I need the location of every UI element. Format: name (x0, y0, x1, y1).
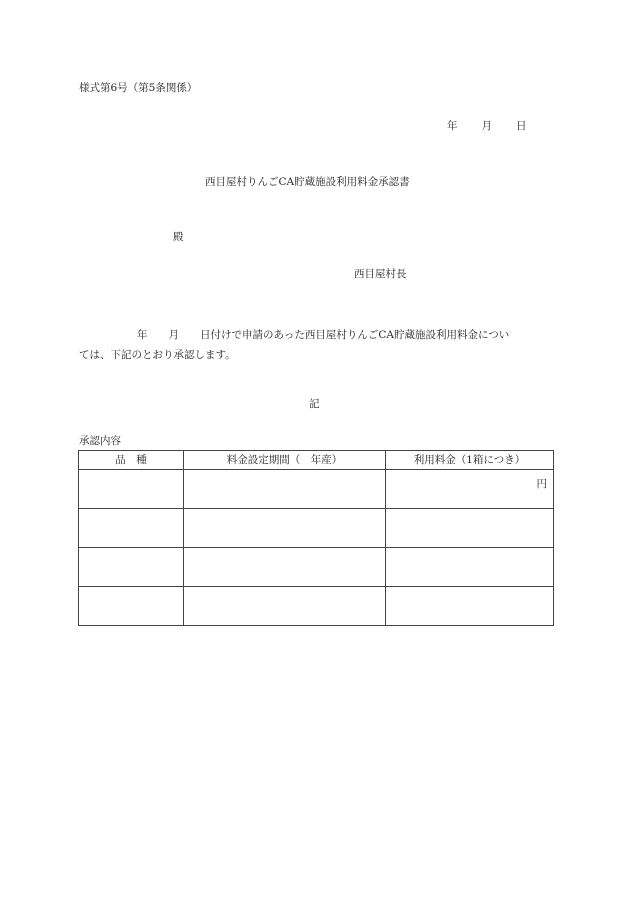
table-row (79, 548, 554, 587)
date-month: 月 (481, 120, 492, 132)
cell-period (184, 470, 386, 509)
document-title: 西目屋村りんごCA貯蔵施設利用料金承認書 (205, 176, 410, 188)
section-label: 承認内容 (79, 435, 121, 447)
table-header-row (79, 451, 554, 470)
cell-variety (79, 509, 184, 548)
header-period: 料金設定期間（ 年産） (184, 451, 386, 470)
body-line-1: 年 月 日付けで申請のあった西目屋村りんごCA貯蔵施設利用料金につい (137, 329, 510, 341)
table-row (79, 509, 554, 548)
cell-variety (79, 470, 184, 509)
yen-unit: 円 (536, 478, 547, 490)
cell-period (184, 548, 386, 587)
cell-fee (386, 509, 554, 548)
cell-variety (79, 548, 184, 587)
body-text (79, 325, 553, 365)
header-fee: 利用料金（1箱につき） (386, 451, 554, 470)
ki-heading: 記 (309, 398, 320, 410)
cell-period (184, 587, 386, 626)
table-row (79, 470, 554, 509)
date-year: 年 (447, 120, 458, 132)
table-row (79, 587, 554, 626)
date-line (447, 121, 527, 132)
form-number: 様式第6号（第5条関係） (79, 82, 198, 94)
cell-fee (386, 587, 554, 626)
issuer: 西目屋村長 (354, 268, 407, 280)
addressee-suffix: 殿 (173, 231, 184, 243)
header-variety: 品 種 (79, 451, 184, 470)
date-day: 日 (516, 120, 527, 132)
approval-table (78, 450, 554, 626)
cell-fee (386, 548, 554, 587)
cell-variety (79, 587, 184, 626)
cell-fee (386, 470, 554, 509)
body-line-2: ては、下記のとおり承認します。 (79, 349, 236, 361)
cell-period (184, 509, 386, 548)
